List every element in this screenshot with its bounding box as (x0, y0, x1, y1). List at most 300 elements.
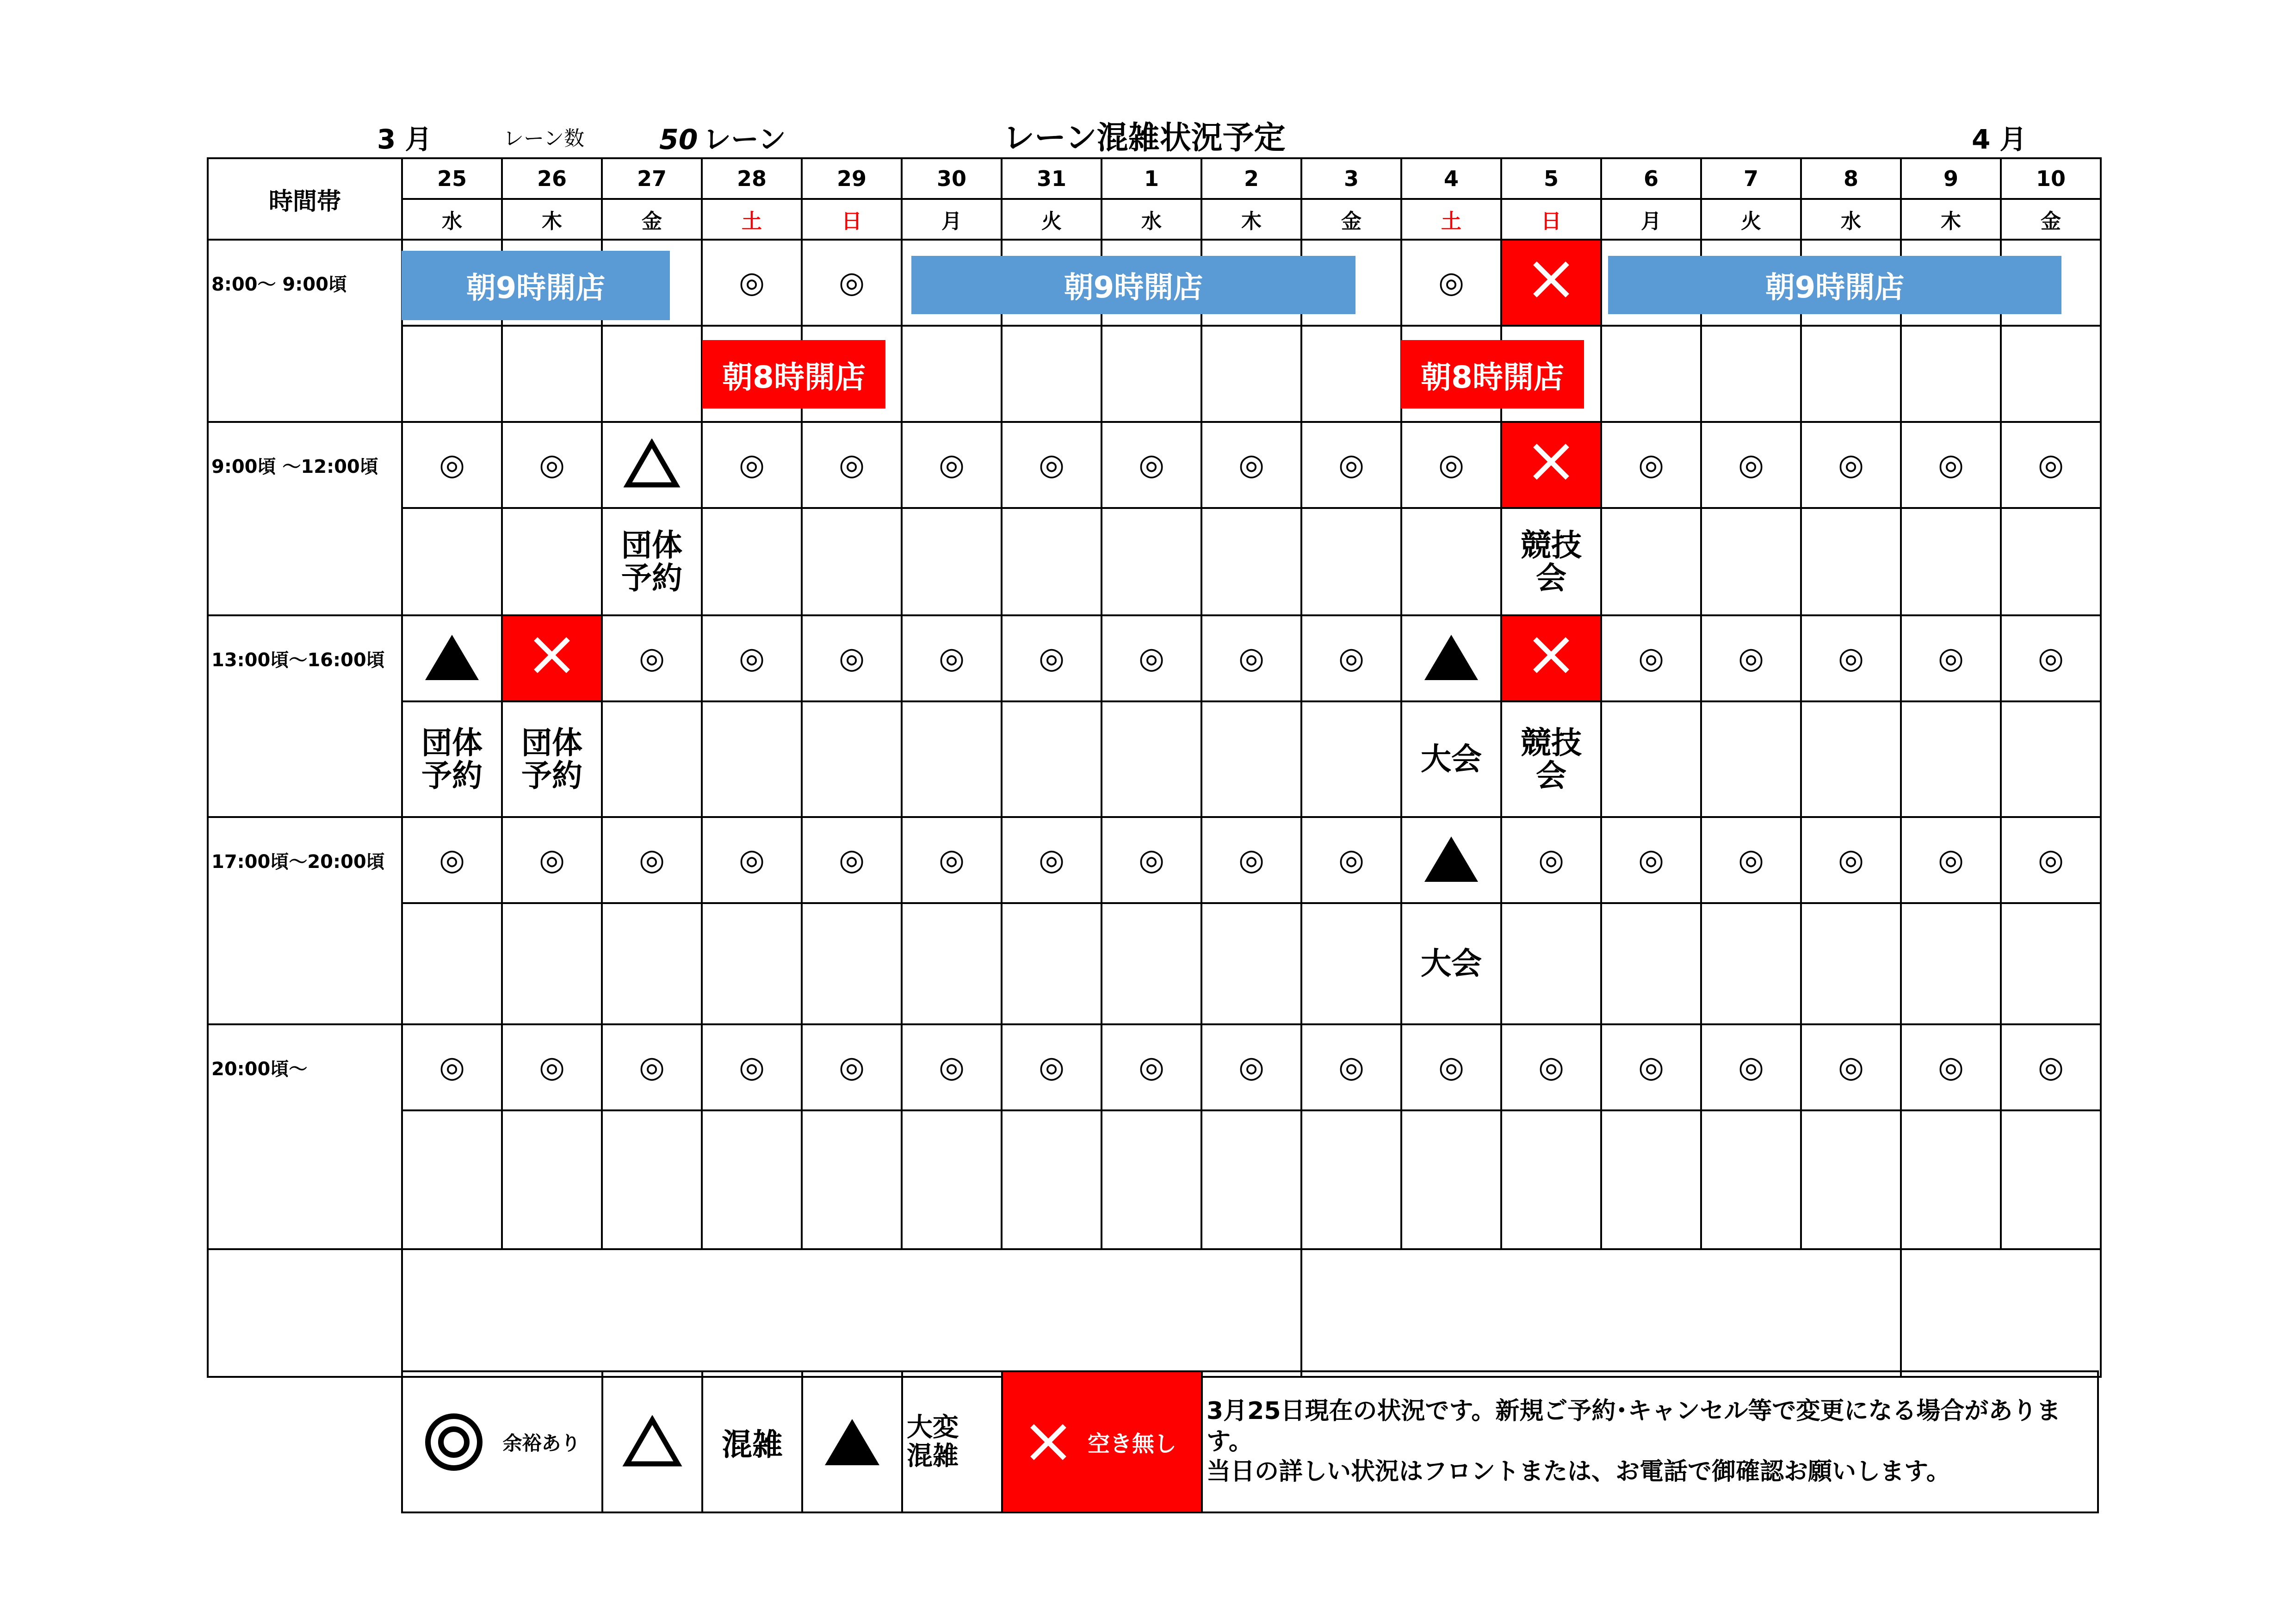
status-cell (1501, 240, 1601, 326)
slot-note-row (208, 326, 2101, 422)
date-cell: 9 (1901, 158, 2001, 199)
cross-icon (1530, 435, 1572, 495)
status-cell (1301, 817, 1401, 903)
status-cell (402, 1024, 502, 1110)
note-cell (902, 701, 1002, 817)
status-cell (1102, 1024, 1201, 1110)
note-cell (502, 1110, 602, 1249)
note-cell (1301, 903, 1401, 1024)
double-circle-icon: ◎ (1638, 641, 1664, 675)
note-cell (1901, 326, 2001, 422)
status-cell (1701, 615, 1801, 701)
triangle-filled-icon (822, 1415, 882, 1468)
status-cell (802, 240, 902, 326)
status-cell (2001, 817, 2101, 903)
note-cell (1701, 701, 1801, 817)
weekday-cell: 日 (802, 199, 902, 240)
status-cell (802, 1024, 902, 1110)
note-cell (1002, 701, 1102, 817)
note-cell (702, 508, 802, 615)
status-cell (1701, 422, 1801, 508)
status-cell (602, 615, 702, 701)
note-cell (1102, 1110, 1201, 1249)
month-left: 3 月 (377, 124, 432, 155)
note-cell (602, 1110, 702, 1249)
legend-triangle-outline (603, 1372, 703, 1511)
status-cell (1401, 1024, 1501, 1110)
double-circle-icon: ◎ (1438, 1050, 1464, 1084)
triangle-filled-icon (1423, 632, 1480, 685)
double-circle-icon: ◎ (1938, 641, 1964, 675)
status-cell (602, 422, 702, 508)
note-cell (2001, 326, 2101, 422)
weekday-cell: 水 (1102, 199, 1201, 240)
note-cell (1601, 903, 1701, 1024)
status-cell (602, 817, 702, 903)
note-cell (1401, 1110, 1501, 1249)
cross-icon (531, 629, 573, 688)
note-cell (702, 903, 802, 1024)
legend-very-crowded (903, 1372, 1003, 1511)
note-text: 団体予約 (621, 527, 682, 596)
slot-symbol-row (208, 422, 2101, 508)
double-circle-icon: ◎ (1338, 843, 1364, 877)
status-cell (1801, 422, 1901, 508)
status-cell (1002, 422, 1102, 508)
double-circle-icon: ◎ (1638, 448, 1664, 482)
double-circle-icon: ◎ (1338, 1050, 1364, 1084)
status-cell (702, 422, 802, 508)
note-cell (1801, 1110, 1901, 1249)
note-cell (1601, 508, 1701, 615)
status-cell (502, 615, 602, 701)
status-cell (402, 817, 502, 903)
double-circle-icon: ◎ (1238, 448, 1264, 482)
note-cell (402, 903, 502, 1024)
note-cell (2001, 903, 2101, 1024)
status-cell (1601, 1024, 1701, 1110)
double-circle-icon: ◎ (439, 1050, 465, 1084)
note-cell (602, 903, 702, 1024)
note-cell (602, 701, 702, 817)
note-cell (402, 326, 502, 422)
double-circle-icon: ◎ (839, 843, 865, 877)
double-circle-icon: ◎ (1338, 641, 1364, 675)
time-slot-label: 8:00～ 9:00頃 (208, 240, 402, 422)
status-cell (502, 1024, 602, 1110)
double-circle-icon: ◎ (1139, 448, 1164, 482)
weekday-cell: 月 (902, 199, 1002, 240)
time-header: 時間帯 (208, 158, 402, 240)
note-cell (802, 508, 902, 615)
status-cell (1501, 817, 1601, 903)
double-circle-icon: ◎ (1039, 448, 1064, 482)
lane-unit: レーン (703, 124, 786, 156)
weekday-cell: 火 (1002, 199, 1102, 240)
note-cell (1201, 701, 1301, 817)
schedule-grid (207, 157, 2102, 1378)
banner-open-8am: 朝8時開店 (702, 340, 885, 409)
double-circle-icon: ◎ (1039, 641, 1064, 675)
status-cell (1601, 422, 1701, 508)
note-text: 大会 (1421, 741, 1482, 777)
double-circle-icon: ◎ (439, 843, 465, 877)
weekday-cell: 土 (702, 199, 802, 240)
status-cell (1002, 615, 1102, 701)
date-cell: 5 (1501, 158, 1601, 199)
note-cell (402, 1110, 502, 1249)
status-cell (1102, 817, 1201, 903)
note-cell (1102, 508, 1201, 615)
status-cell (1901, 422, 2001, 508)
note-cell (1701, 326, 1801, 422)
triangle-filled-icon (423, 632, 481, 685)
blank-cell (1901, 1249, 2101, 1377)
legend-available-label: 余裕あり (502, 1431, 581, 1455)
date-cell: 31 (1002, 158, 1102, 199)
note-cell (1901, 508, 2001, 615)
weekday-cell: 金 (2001, 199, 2101, 240)
double-circle-icon: ◎ (1838, 641, 1864, 675)
weekday-cell: 木 (1901, 199, 2001, 240)
banner-open-9am: 朝9時開店 (402, 251, 670, 320)
double-circle-icon: ◎ (1938, 843, 1964, 877)
note-cell (1301, 1110, 1401, 1249)
triangle-outline-icon (622, 1415, 682, 1468)
note-cell (1901, 701, 2001, 817)
slot-symbol-row (208, 615, 2101, 701)
status-cell (402, 422, 502, 508)
note-cell (1201, 903, 1301, 1024)
status-cell (802, 422, 902, 508)
double-circle-icon (424, 1412, 484, 1472)
status-cell (902, 1024, 1002, 1110)
note-cell (2001, 701, 2101, 817)
weekday-cell: 月 (1601, 199, 1701, 240)
note-cell (1801, 326, 1901, 422)
note-cell (802, 701, 902, 817)
slot-note-row (208, 903, 2101, 1024)
note-cell (1701, 508, 1801, 615)
status-cell (402, 615, 502, 701)
note-cell (1102, 903, 1201, 1024)
note-cell (1901, 1110, 2001, 1249)
status-cell (1601, 615, 1701, 701)
legend-crowded-label: 混雑 (722, 1427, 783, 1462)
note-cell (1501, 1110, 1601, 1249)
note-cell (1901, 903, 2001, 1024)
weekday-row (208, 199, 2101, 240)
note-cell (1701, 1110, 1801, 1249)
status-cell (702, 615, 802, 701)
double-circle-icon: ◎ (839, 1050, 865, 1084)
double-circle-icon: ◎ (939, 1050, 965, 1084)
double-circle-icon: ◎ (1738, 843, 1764, 877)
note-cell (1301, 701, 1401, 817)
double-circle-icon: ◎ (639, 1050, 665, 1084)
date-cell: 6 (1601, 158, 1701, 199)
double-circle-icon: ◎ (1838, 843, 1864, 877)
triangle-outline-icon (623, 439, 681, 491)
status-cell (1801, 817, 1901, 903)
date-cell: 4 (1401, 158, 1501, 199)
double-circle-icon: ◎ (1638, 1050, 1664, 1084)
legend-crowded (703, 1372, 803, 1511)
slot-symbol-row (208, 1024, 2101, 1110)
note-cell (1102, 701, 1201, 817)
double-circle-icon: ◎ (1039, 1050, 1064, 1084)
note-cell (1401, 701, 1501, 817)
page-title: レーン混雑状況予定 (1003, 120, 1286, 156)
double-circle-icon: ◎ (1538, 1050, 1564, 1084)
note-cell (702, 701, 802, 817)
status-cell (1301, 1024, 1401, 1110)
status-cell (2001, 422, 2101, 508)
legend-triangle-filled (803, 1372, 903, 1511)
double-circle-icon: ◎ (2038, 843, 2064, 877)
note-cell (602, 508, 702, 615)
double-circle-icon: ◎ (739, 448, 765, 482)
weekday-cell: 水 (1801, 199, 1901, 240)
double-circle-icon: ◎ (1238, 1050, 1264, 1084)
legend-very-crowded-label: 大変混雑 (907, 1412, 959, 1471)
cross-icon (1530, 253, 1572, 312)
status-cell (1401, 240, 1501, 326)
double-circle-icon: ◎ (739, 1050, 765, 1084)
note-cell (402, 701, 502, 817)
status-cell (1401, 615, 1501, 701)
double-circle-icon: ◎ (839, 641, 865, 675)
status-cell (1701, 1024, 1801, 1110)
lane-count: 50 (659, 124, 698, 156)
note-cell (1401, 903, 1501, 1024)
double-circle-icon: ◎ (539, 448, 565, 482)
status-cell (1102, 615, 1201, 701)
banner-open-8am: 朝8時開店 (1401, 340, 1584, 409)
status-cell (902, 615, 1002, 701)
blank-row (208, 1249, 2101, 1377)
status-cell (902, 817, 1002, 903)
status-cell (1901, 615, 2001, 701)
double-circle-icon: ◎ (939, 843, 965, 877)
note-cell (1501, 701, 1601, 817)
date-cell: 27 (602, 158, 702, 199)
note-cell (702, 1110, 802, 1249)
note-text: 競技会 (1521, 725, 1582, 793)
note-cell (902, 903, 1002, 1024)
note-cell (1201, 326, 1301, 422)
note-cell (1601, 1110, 1701, 1249)
status-cell (1301, 615, 1401, 701)
double-circle-icon: ◎ (739, 843, 765, 877)
month-right: 4 月 (1972, 124, 2027, 155)
status-cell (1401, 817, 1501, 903)
date-cell: 28 (702, 158, 802, 199)
double-circle-icon: ◎ (1139, 843, 1164, 877)
note-cell (502, 508, 602, 615)
double-circle-icon: ◎ (1238, 641, 1264, 675)
blank-cell (402, 1249, 1301, 1377)
notice-line-2: 当日の詳しい状況はフロントまたは、お電話で御確認お願いします。 (1207, 1458, 1950, 1486)
note-cell (1002, 326, 1102, 422)
note-cell (902, 326, 1002, 422)
banner-open-9am: 朝9時開店 (911, 256, 1355, 314)
slot-note-row (208, 508, 2101, 615)
double-circle-icon: ◎ (739, 641, 765, 675)
double-circle-icon: ◎ (1438, 266, 1464, 300)
blank-cell (1301, 1249, 1901, 1377)
note-cell (2001, 508, 2101, 615)
date-cell: 30 (902, 158, 1002, 199)
double-circle-icon: ◎ (1838, 448, 1864, 482)
double-circle-icon: ◎ (739, 266, 765, 300)
date-cell: 10 (2001, 158, 2101, 199)
legend-full (1003, 1372, 1203, 1511)
note-cell (802, 903, 902, 1024)
status-cell (1401, 422, 1501, 508)
cross-icon (1530, 629, 1572, 688)
note-cell (1102, 326, 1201, 422)
note-cell (1801, 701, 1901, 817)
double-circle-icon: ◎ (1738, 448, 1764, 482)
status-cell (1201, 1024, 1301, 1110)
double-circle-icon: ◎ (639, 641, 665, 675)
status-cell (1201, 615, 1301, 701)
status-cell (2001, 615, 2101, 701)
status-cell (602, 1024, 702, 1110)
status-cell (1002, 1024, 1102, 1110)
status-cell (1501, 615, 1601, 701)
note-cell (902, 1110, 1002, 1249)
double-circle-icon: ◎ (1738, 1050, 1764, 1084)
date-cell: 25 (402, 158, 502, 199)
status-cell (802, 615, 902, 701)
status-cell (1102, 422, 1201, 508)
double-circle-icon: ◎ (539, 843, 565, 877)
double-circle-icon: ◎ (839, 448, 865, 482)
legend (401, 1370, 2099, 1513)
status-cell (1601, 817, 1701, 903)
note-cell (1501, 508, 1601, 615)
weekday-cell: 日 (1501, 199, 1601, 240)
double-circle-icon: ◎ (539, 1050, 565, 1084)
note-cell (1201, 508, 1301, 615)
lane-count-label: レーン数 (503, 127, 585, 150)
status-cell (1801, 1024, 1901, 1110)
note-text: 団体予約 (521, 725, 582, 793)
note-cell (1701, 903, 1801, 1024)
double-circle-icon: ◎ (1838, 1050, 1864, 1084)
date-cell: 8 (1801, 158, 1901, 199)
note-cell (1002, 508, 1102, 615)
weekday-cell: 水 (402, 199, 502, 240)
status-cell (1501, 1024, 1601, 1110)
status-cell (702, 240, 802, 326)
status-cell (1901, 817, 2001, 903)
cross-icon (1027, 1421, 1069, 1463)
double-circle-icon: ◎ (1238, 843, 1264, 877)
date-cell: 3 (1301, 158, 1401, 199)
status-cell (902, 422, 1002, 508)
status-cell (2001, 1024, 2101, 1110)
note-cell (502, 326, 602, 422)
note-cell (1501, 903, 1601, 1024)
date-row (208, 158, 2101, 199)
note-text: 大会 (1421, 946, 1482, 982)
status-cell (1501, 422, 1601, 508)
banner-open-9am: 朝9時開店 (1608, 256, 2061, 314)
slot-note-row (208, 701, 2101, 817)
notice-line-1: 3月25日現在の状況です。新規ご予約･キャンセル等で変更になる場合があります。 (1207, 1397, 2061, 1456)
double-circle-icon: ◎ (939, 448, 965, 482)
note-text: 競技会 (1521, 527, 1582, 596)
status-cell (1201, 817, 1301, 903)
note-cell (1301, 326, 1401, 422)
note-cell (902, 508, 1002, 615)
note-cell (402, 508, 502, 615)
status-cell (502, 817, 602, 903)
status-cell (1002, 817, 1102, 903)
weekday-cell: 金 (602, 199, 702, 240)
note-cell (1601, 326, 1701, 422)
note-cell (1601, 701, 1701, 817)
note-cell (602, 326, 702, 422)
note-cell (1801, 903, 1901, 1024)
double-circle-icon: ◎ (1938, 1050, 1964, 1084)
time-slot-label: 20:00頃～ (208, 1024, 402, 1249)
weekday-cell: 火 (1701, 199, 1801, 240)
status-cell (702, 817, 802, 903)
time-slot-label: 13:00頃～16:00頃 (208, 615, 402, 817)
note-cell (1201, 1110, 1301, 1249)
double-circle-icon: ◎ (1538, 843, 1564, 877)
legend-notice (1203, 1372, 2101, 1511)
note-cell (1301, 508, 1401, 615)
double-circle-icon: ◎ (1438, 448, 1464, 482)
triangle-filled-icon (1423, 834, 1480, 886)
note-cell (1401, 508, 1501, 615)
date-cell: 1 (1102, 158, 1201, 199)
date-cell: 2 (1201, 158, 1301, 199)
note-cell (2001, 1110, 2101, 1249)
note-cell (1002, 1110, 1102, 1249)
slot-symbol-row (208, 817, 2101, 903)
status-cell (1901, 1024, 2001, 1110)
status-cell (1701, 817, 1801, 903)
status-cell (1301, 422, 1401, 508)
double-circle-icon: ◎ (1638, 843, 1664, 877)
date-cell: 26 (502, 158, 602, 199)
double-circle-icon: ◎ (1039, 843, 1064, 877)
double-circle-icon: ◎ (2038, 448, 2064, 482)
note-cell (1002, 903, 1102, 1024)
status-cell (1201, 422, 1301, 508)
double-circle-icon: ◎ (1338, 448, 1364, 482)
double-circle-icon: ◎ (2038, 641, 2064, 675)
double-circle-icon: ◎ (1139, 1050, 1164, 1084)
status-cell (1801, 615, 1901, 701)
double-circle-icon: ◎ (939, 641, 965, 675)
blank-cell (208, 1249, 402, 1377)
slot-note-row (208, 1110, 2101, 1249)
double-circle-icon: ◎ (639, 843, 665, 877)
note-cell (802, 1110, 902, 1249)
weekday-cell: 木 (502, 199, 602, 240)
legend-full-label: 空き無し (1087, 1431, 1176, 1457)
time-slot-label: 17:00頃～20:00頃 (208, 817, 402, 1024)
double-circle-icon: ◎ (1139, 641, 1164, 675)
note-cell (1801, 508, 1901, 615)
